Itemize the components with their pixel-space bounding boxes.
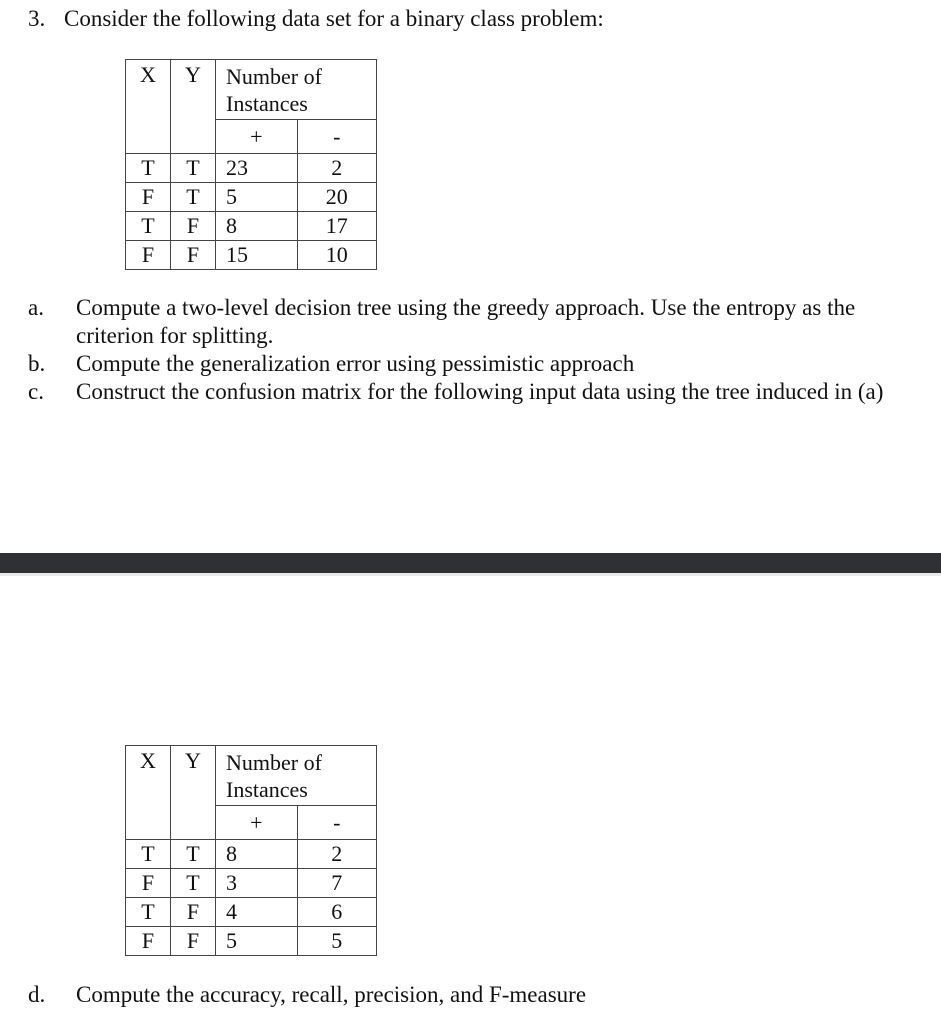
cell-y: F	[171, 241, 216, 270]
cell-plus: 5	[216, 927, 298, 956]
table-row	[126, 927, 377, 956]
cell-plus: 5	[216, 183, 298, 212]
col-x-header: X	[126, 746, 171, 840]
table-row	[126, 898, 377, 927]
question-text: Consider the following data set for a binary class problem:	[64, 6, 604, 31]
cell-minus: 2	[297, 154, 376, 183]
table-row	[126, 154, 377, 183]
task-text: Compute the generalization error using pessimistic approach	[76, 351, 635, 376]
col-plus-header: +	[216, 120, 298, 154]
cell-y: T	[171, 154, 216, 183]
cell-y: T	[171, 183, 216, 212]
cell-minus: 5	[297, 927, 376, 956]
table-row	[126, 212, 377, 241]
task-text: Compute a two-level decision tree using the greedy approach. Use the entropy as the criterion for splitting.	[76, 295, 856, 348]
col-count-header: Number of Instances	[216, 60, 377, 120]
task-marker: d.	[28, 982, 46, 1007]
question-number: 3.	[28, 6, 46, 31]
col-y-header: Y	[171, 60, 216, 154]
cell-x: F	[126, 241, 171, 270]
training-data-table	[125, 59, 377, 270]
task-text: Compute the accuracy, recall, precision, and F-measure	[76, 982, 587, 1007]
cell-y: T	[171, 840, 216, 869]
table-row	[126, 869, 377, 898]
cell-minus: 20	[297, 183, 376, 212]
cell-x: F	[126, 869, 171, 898]
cell-x: T	[126, 840, 171, 869]
task-text: Construct the confusion matrix for the following input data using the tree induced in (a)	[76, 379, 884, 404]
cell-minus: 7	[297, 869, 376, 898]
cell-y: T	[171, 869, 216, 898]
table-row	[126, 183, 377, 212]
cell-plus: 8	[216, 840, 298, 869]
col-x-header: X	[126, 60, 171, 154]
cell-minus: 10	[297, 241, 376, 270]
cell-x: T	[126, 154, 171, 183]
table-header-row	[126, 60, 377, 120]
table-row	[126, 840, 377, 869]
col-count-header: Number of Instances	[216, 746, 377, 806]
table-header-row	[126, 746, 377, 806]
cell-x: T	[126, 212, 171, 241]
cell-minus: 17	[297, 212, 376, 241]
test-data-table	[125, 745, 377, 956]
table-row	[126, 241, 377, 270]
task-d	[28, 982, 586, 1008]
cell-x: F	[126, 183, 171, 212]
list-item	[28, 378, 933, 406]
cell-plus: 15	[216, 241, 298, 270]
cell-plus: 3	[216, 869, 298, 898]
list-item	[28, 294, 933, 350]
cell-minus: 6	[297, 898, 376, 927]
cell-plus: 8	[216, 212, 298, 241]
cell-plus: 4	[216, 898, 298, 927]
task-marker: c.	[28, 379, 44, 404]
question-heading	[28, 6, 604, 32]
col-minus-header: -	[297, 120, 376, 154]
cell-y: F	[171, 927, 216, 956]
cell-plus: 23	[216, 154, 298, 183]
task-marker: a.	[28, 295, 44, 320]
col-minus-header: -	[297, 806, 376, 840]
cell-x: T	[126, 898, 171, 927]
cell-minus: 2	[297, 840, 376, 869]
task-marker: b.	[28, 351, 46, 376]
section-divider-shadow	[0, 573, 941, 576]
cell-y: F	[171, 212, 216, 241]
col-plus-header: +	[216, 806, 298, 840]
cell-x: F	[126, 927, 171, 956]
list-item	[28, 350, 933, 378]
col-y-header: Y	[171, 746, 216, 840]
cell-y: F	[171, 898, 216, 927]
task-list	[28, 294, 933, 406]
section-divider	[0, 553, 941, 573]
